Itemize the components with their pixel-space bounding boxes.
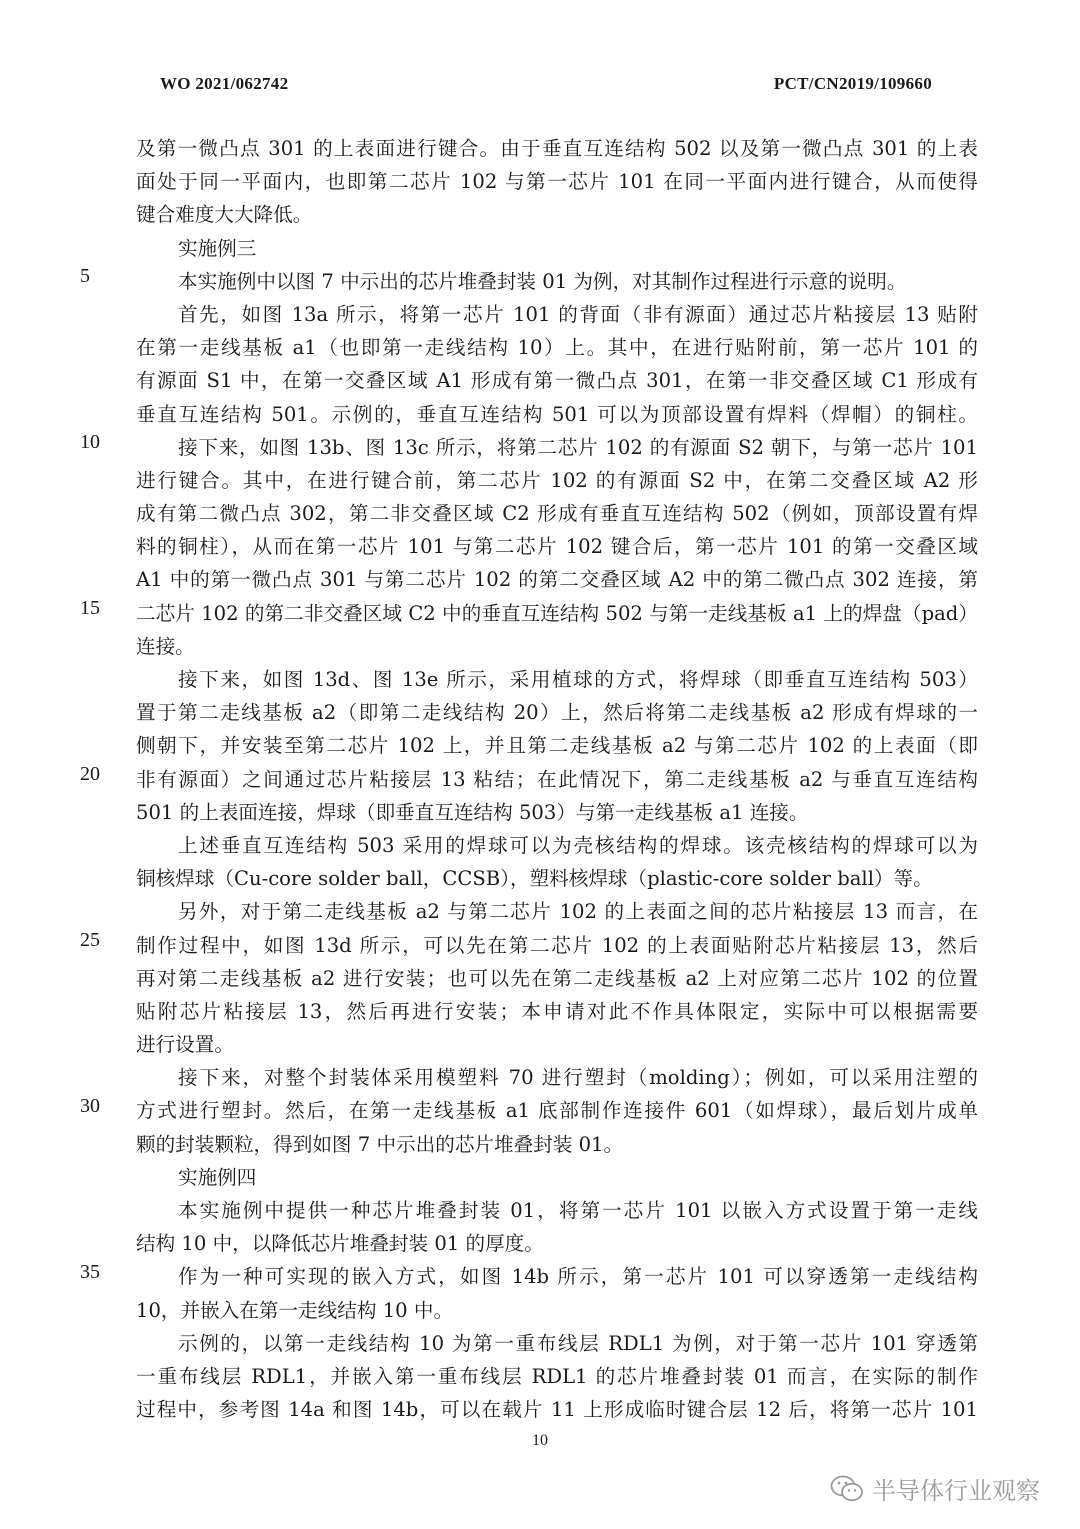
- body-text: [136, 132, 978, 1426]
- page-number: 10: [532, 1432, 548, 1449]
- text-line: 键合难度大大降低。: [136, 203, 313, 227]
- line-number: 20: [80, 762, 100, 785]
- text-line: 实施例四: [178, 1165, 257, 1189]
- line-number: 5: [80, 264, 90, 287]
- text-line: 进行设置。: [136, 1033, 234, 1057]
- text-line: 成有第二微凸点 302，第二非交叠区域 C2 形成有垂直互连结构 502（例如，顶部设置有焊: [136, 502, 978, 526]
- wechat-icon: [830, 1475, 864, 1503]
- line-number: 15: [80, 596, 100, 619]
- text-line: 二芯片 102 的第二非交叠区域 C2 中的垂直互连结构 502 与第一走线基板 a1 上的焊盘（pad）: [136, 601, 978, 625]
- line-number: 25: [80, 928, 100, 951]
- text-line: 有源面 S1 中，在第一交叠区域 A1 形成有第一微凸点 301，在第一非交叠区域 C1 形成有: [136, 369, 978, 393]
- text-line: 本实施例中以图 7 中示出的芯片堆叠封装 01 为例，对其制作过程进行示意的说明。: [178, 269, 907, 293]
- text-line: 铜核焊球（Cu-core solder ball，CCSB），塑料核焊球（plastic-core solder ball）等。: [136, 867, 933, 891]
- watermark: [830, 1471, 1040, 1506]
- text-line: 面处于同一平面内，也即第二芯片 102 与第一芯片 101 在同一平面内进行键合，从而使得: [136, 170, 978, 194]
- text-line: 首先，如图 13a 所示，将第一芯片 101 的背面（非有源面）通过芯片粘接层 13 贴附: [178, 302, 978, 326]
- text-line: 示例的，以第一走线结构 10 为第一重布线层 RDL1 为例，对于第一芯片 101 穿透第: [178, 1331, 978, 1355]
- text-line: 接下来，如图 13d、图 13e 所示，采用植球的方式，将焊球（即垂直互连结构 503）: [178, 668, 978, 691]
- text-line: 置于第二走线基板 a2（即第二走线结构 20）上，然后将第二走线基板 a2 形成有焊球的一: [136, 701, 978, 725]
- text-line: 本实施例中提供一种芯片堆叠封装 01，将第一芯片 101 以嵌入方式设置于第一走线: [178, 1199, 978, 1222]
- text-line: 一重布线层 RDL1，并嵌入第一重布线层 RDL1 的芯片堆叠封装 01 而言，在实际的制作: [136, 1364, 978, 1388]
- text-line: 连接。: [136, 634, 195, 658]
- text-line: 另外，对于第二走线基板 a2 与第二芯片 102 的上表面之间的芯片粘接层 13 而言，在: [178, 900, 978, 924]
- text-line: A1 中的第一微凸点 301 与第二芯片 102 的第二交叠区域 A2 中的第二微凸点 302 连接，第: [136, 568, 978, 592]
- text-line: 实施例三: [178, 236, 257, 260]
- text-line: 接下来，对整个封装体采用模塑料 70 进行塑封（molding）；例如，可以采用注塑的: [178, 1066, 978, 1090]
- text-line: 方式进行塑封。然后，在第一走线基板 a1 底部制作连接件 601（如焊球），最后划片成单: [136, 1099, 978, 1123]
- text-line: 过程中，参考图 14a 和图 14b，可以在载片 11 上形成临时键合层 12 后，将第一芯片 101: [136, 1398, 978, 1422]
- text-line: 颗的封装颗粒，得到如图 7 中示出的芯片堆叠封装 01。: [136, 1132, 624, 1156]
- line-number: 10: [80, 430, 100, 453]
- text-line: 垂直互连结构 501。示例的，垂直互连结构 501 可以为顶部设置有焊料（焊帽）的铜柱。: [136, 402, 978, 426]
- text-line: 在第一走线基板 a1（也即第一走线结构 10）上。其中，在进行贴附前，第一芯片 101 的: [136, 336, 978, 360]
- text-line: 及第一微凸点 301 的上表面进行键合。由于垂直互连结构 502 以及第一微凸点 301 的上表: [136, 137, 978, 160]
- text-line: 501 的上表面连接，焊球（即垂直互连结构 503）与第一走线基板 a1 连接。: [136, 800, 809, 824]
- text-line: 料的铜柱），从而在第一芯片 101 与第二芯片 102 键合后，第一芯片 101 的第一交叠区域: [136, 535, 978, 559]
- text-line: 结构 10 中，以降低芯片堆叠封装 01 的厚度。: [136, 1232, 544, 1256]
- text-line: 接下来，如图 13b、图 13c 所示，将第二芯片 102 的有源面 S2 朝下，与第一芯片 101: [178, 435, 978, 459]
- text-line: 10，并嵌入在第一走线结构 10 中。: [136, 1298, 454, 1322]
- watermark-text: 半导体行业观察: [872, 1477, 1040, 1505]
- line-number: 35: [80, 1260, 100, 1283]
- text-line: 贴附芯片粘接层 13，然后再进行安装；本申请对此不作具体限定，实际中可以根据需要: [136, 999, 978, 1023]
- text-line: 上述垂直互连结构 503 采用的焊球可以为壳核结构的焊球。该壳核结构的焊球可以为: [178, 833, 978, 857]
- text-line: 再对第二走线基板 a2 进行安装；也可以先在第二走线基板 a2 上对应第二芯片 102 的位置: [136, 966, 978, 990]
- text-line: 侧朝下，并安装至第二芯片 102 上，并且第二走线基板 a2 与第二芯片 102 的上表面（即: [136, 734, 978, 758]
- text-line: 制作过程中，如图 13d 所示，可以先在第二芯片 102 的上表面贴附芯片粘接层 13，然后: [136, 933, 978, 957]
- text-line: 非有源面）之间通过芯片粘接层 13 粘结；在此情况下，第二走线基板 a2 与垂直互连结构: [136, 767, 978, 791]
- text-line: 进行键合。其中，在进行键合前，第二芯片 102 的有源面 S2 中，在第二交叠区域 A2 形: [136, 468, 978, 492]
- text-line: 作为一种可实现的嵌入方式，如图 14b 所示，第一芯片 101 可以穿透第一走线结构: [178, 1265, 978, 1289]
- publication-number: WO 2021/062742: [160, 74, 289, 93]
- application-number: PCT/CN2019/109660: [773, 74, 932, 93]
- line-number: 30: [80, 1094, 100, 1117]
